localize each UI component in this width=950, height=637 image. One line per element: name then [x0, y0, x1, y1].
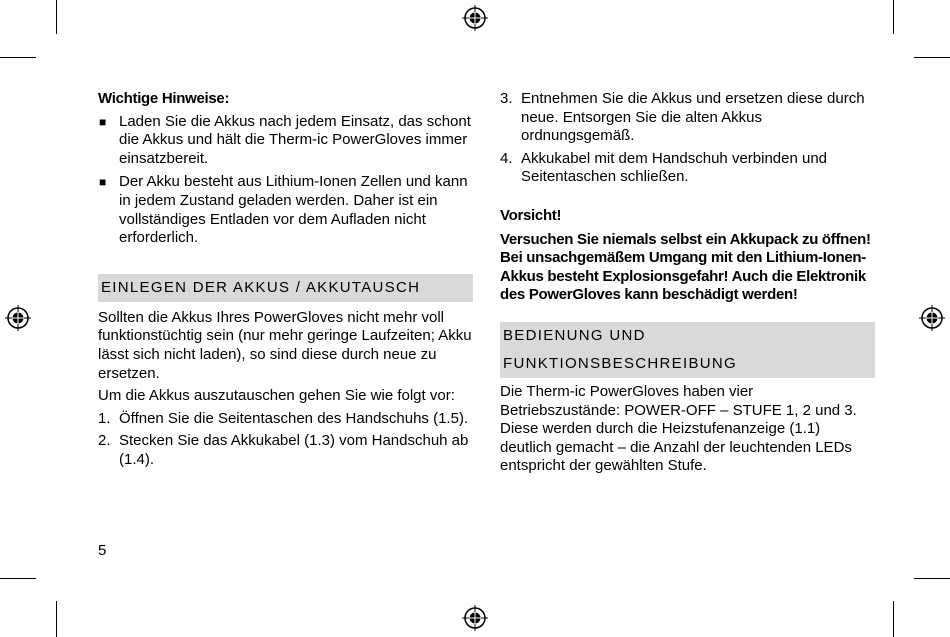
paragraph: Sollten die Akkus Ihres PowerGloves nicht mehr voll funktionstüchtig sein (nur mehr geringe Laufzeiten; Akku lässt sich nicht laden), so sind diese durch neue zu ersetzen.	[98, 308, 472, 382]
notes-heading: Wichtige Hinweise:	[98, 90, 230, 107]
paragraph: Um die Akkus auszutauschen gehen Sie wie folgt vor:	[98, 387, 455, 405]
crop-mark-top-right-horizontal	[914, 57, 950, 58]
note-text: Der Akku besteht aus Lithium-Ionen Zellen und kann in jedem Zustand geladen werden. Daher ist ein vollständiges Entladen vor dem Aufladen nicht erforderlich.	[119, 173, 468, 247]
right-column	[500, 90, 875, 480]
section-title-line: FUNKTIONSBESCHREIBUNG	[503, 354, 737, 372]
registration-mark-icon	[462, 5, 488, 31]
step-number: 3.	[500, 90, 513, 107]
list-item	[98, 432, 473, 469]
section-title-bedienung	[500, 322, 875, 378]
step-number: 4.	[500, 149, 513, 167]
steps-list	[98, 410, 473, 470]
section-title-line: BEDIENUNG UND	[503, 326, 646, 344]
list-item	[500, 150, 875, 187]
registration-mark-icon	[919, 305, 945, 331]
step-text: Öffnen Sie die Seitentaschen des Handschuhs (1.5).	[119, 409, 469, 427]
notes-list	[98, 113, 473, 248]
registration-mark-icon	[462, 605, 488, 631]
caution-heading: Vorsicht!	[500, 206, 562, 224]
list-item	[500, 90, 875, 146]
crop-mark-bottom-left-vertical	[56, 601, 57, 637]
step-number: 2.	[98, 432, 111, 450]
section-title-akkus: EINLEGEN DER AKKUS / AKKUTAUSCH	[98, 274, 473, 302]
step-text: Entnehmen Sie die Akkus und ersetzen diese durch neue. Entsorgen Sie die alten Akkus ordnungsgemäß.	[521, 90, 865, 145]
square-bullet-icon: ■	[99, 114, 107, 129]
step-text: Stecken Sie das Akkukabel (1.3) vom Handschuh ab (1.4).	[119, 432, 469, 468]
page-number: 5	[98, 542, 107, 559]
list-item	[98, 113, 473, 169]
step-number: 1.	[98, 409, 111, 427]
steps-list	[500, 90, 875, 187]
crop-mark-bottom-right-horizontal	[914, 578, 950, 579]
paragraph: Die Therm-ic PowerGloves haben vier Betriebszustände: POWER-OFF – STUFE 1, 2 und 3. Diese werden durch die Heizstufenanzeige (1.1) deutlich gemacht – die Anzahl der leuchtenden LEDs entspricht der gewählten Stufe.	[500, 382, 857, 475]
step-text: Akkukabel mit dem Handschuh verbinden und Seitentaschen schließen.	[521, 149, 828, 186]
registration-mark-icon	[5, 305, 31, 331]
crop-mark-top-left-vertical	[56, 0, 57, 34]
left-column	[98, 90, 473, 474]
crop-mark-top-right-vertical	[893, 0, 894, 34]
caution-text: Versuchen Sie niemals selbst ein Akkupack zu öffnen! Bei unsachgemäßem Umgang mit den Lithium-Ionen-Akkus besteht Explosionsgefahr! Auch die Elektronik des PowerGloves kann beschädigt werden!	[500, 230, 871, 304]
note-text: Laden Sie die Akkus nach jedem Einsatz, das schont die Akkus und hält die Therm-ic PowerGloves immer einsatzbereit.	[119, 112, 471, 167]
crop-mark-bottom-right-vertical	[893, 601, 894, 637]
square-bullet-icon: ■	[99, 175, 107, 190]
crop-mark-bottom-left-horizontal	[0, 578, 36, 579]
crop-mark-top-left-horizontal	[0, 57, 36, 58]
list-item	[98, 173, 473, 247]
list-item	[98, 410, 473, 429]
